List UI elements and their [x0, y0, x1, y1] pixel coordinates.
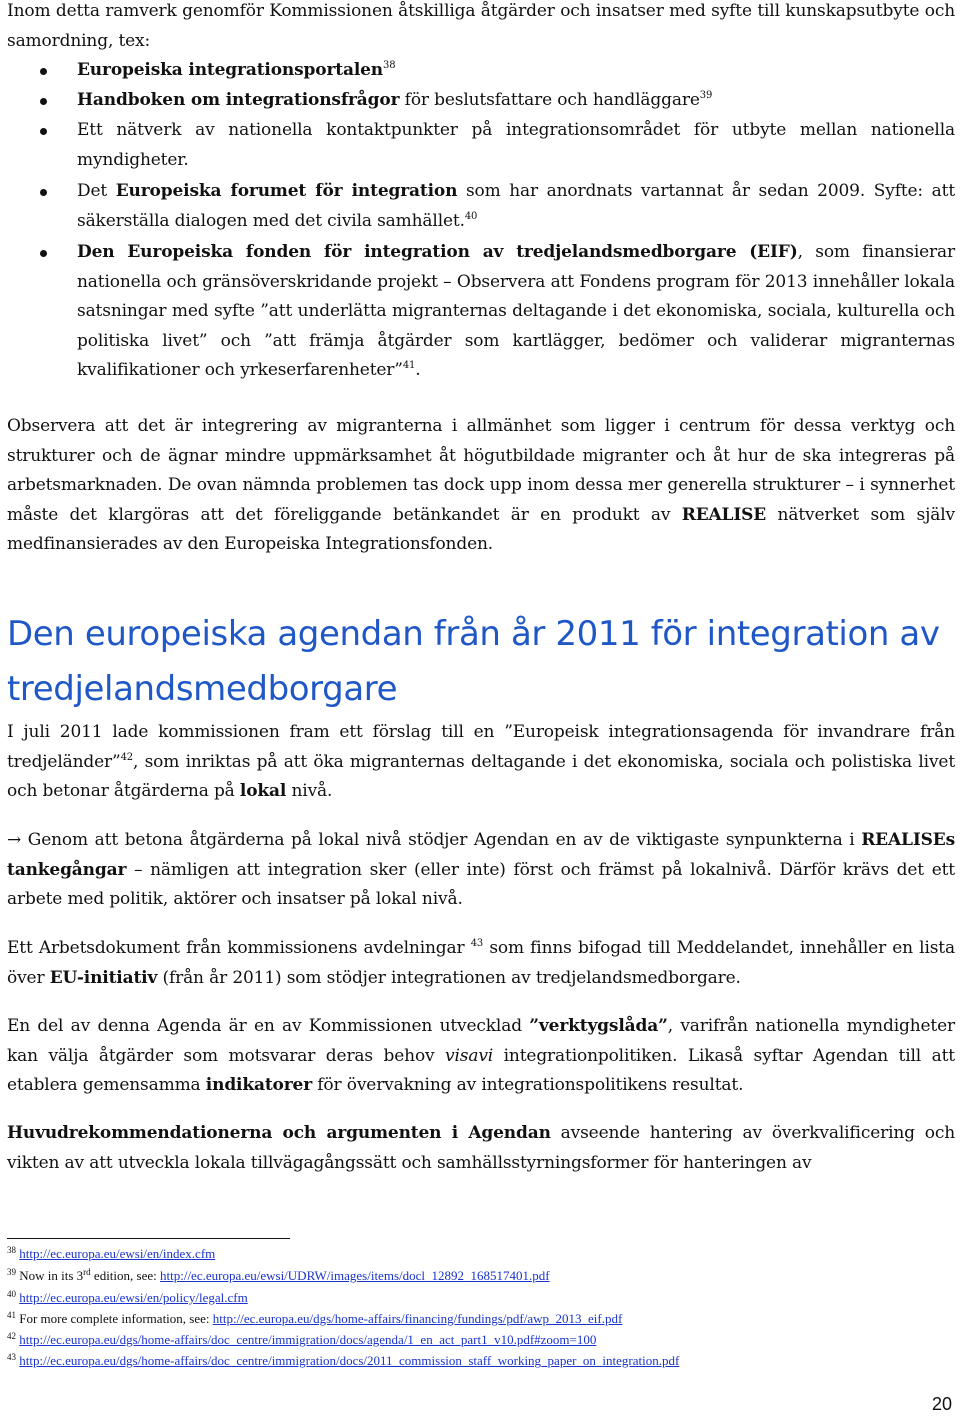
paragraph-observera: Observera att det är integrering av migranterna i allmänhet som ligger i centrum för dessa verktyg och strukturer och de ägnar mindre uppmärksamhet åt högutbildade migranter och åt hur de ska integreras på arbetsmarknaden. De ovan nämnda problemen tas dock upp inom dessa mer generella strukturer – i synnerhet måste det klargöras att det föreliggande betänkandet är en produkt av REALISE nätverket som själv medfinansierades av den Europeiska Integrationsfonden.	[7, 416, 955, 554]
footnote-39: $^{39}$ Now in its 3rd edition, see: http://ec.europa.eu/ewsi/UDRW/images/items/docl_12892_168517401.pdf	[7, 1267, 550, 1283]
footnote-38: $^{38}$ http://ec.europa.eu/ewsi/en/index.cfm	[7, 1245, 216, 1261]
intro-paragraph: Inom detta ramverk genomför Kommissionen åtskilliga åtgärder och insatser med syfte till kunskapsutbyte och samordning, tex:	[7, 1, 955, 51]
arrow-icon: →	[7, 830, 22, 850]
paragraph-huvudrekommendationer: Huvudrekommendationerna och argumenten i Agendan avseende hantering av överkvalificering och vikten av att utveckla lokala tillvägagångssätt och samhällsstyrningsformer för hanteringen av	[7, 1123, 955, 1173]
bullet-icon	[40, 68, 47, 75]
paragraph-genom: → Genom att betona åtgärderna på lokal nivå stödjer Agendan en av de viktigaste synpunkterna i REALISEs tankegångar – nämligen att integration sker (eller inte) först och främst på lokalnivå. Därför krävs det ett arbete med politik, aktörer och insatser på lokal nivå.	[7, 830, 955, 909]
bullet-icon	[40, 250, 47, 257]
footnote-link[interactable]: http://ec.europa.eu/ewsi/en/index.cfm	[19, 1246, 216, 1261]
paragraph-juli-2011: I juli 2011 lade kommissionen fram ett förslag till en ”Europeisk integrationsagenda för invandrare från tredjeländer”$^{42}$, som inriktas på att öka migranternas deltagande i det ekonomiska, sociala och polistiska livet och betonar åtgärderna på lokal nivå.	[7, 722, 955, 801]
footnote-41: $^{41}$ For more complete information, see: http://ec.europa.eu/dgs/home-affairs/financing/fundings/pdf/awp_2013_eif.pdf	[7, 1310, 623, 1326]
footnote-link[interactable]: http://ec.europa.eu/dgs/home-affairs/doc_centre/immigration/docs/agenda/1_en_act_part1_v10.pdf#zoom=100	[19, 1332, 597, 1347]
bullet-item: Den Europeiska fonden för integration av tredjelandsmedborgare (EIF), som finansierar nationella och gränsöverskridande projekt – Observera att Fondens program för 2013 innehåller lokala satsningar med syfte ”att underlätta migranternas deltagande i det ekonomiska, sociala, kulturella och politiska livet” och ”att främja åtgärder som kartlägger, bedömer och validerar migranternas kvalifikationer och yrkeserfarenheter”$^{41}$.	[40, 238, 955, 386]
bullet-item: Europeiska integrationsportalen$^{38}$	[40, 56, 955, 86]
footnote-divider	[7, 1238, 290, 1239]
bullet-icon	[40, 189, 47, 196]
bullet-item: Ett nätverk av nationella kontaktpunkter på integrationsområdet för utbyte mellan nationella myndigheter.	[40, 116, 955, 175]
paragraph-arbetsdokument: Ett Arbetsdokument från kommissionens avdelningar $^{43}$ som finns bifogad till Meddelandet, innehåller en lista över EU-initiativ (från år 2011) som stödjer integrationen av tredjelandsmedborgare.	[7, 938, 955, 988]
bullet-icon	[40, 98, 47, 105]
footnote-40: $^{40}$ http://ec.europa.eu/ewsi/en/policy/legal.cfm	[7, 1289, 248, 1305]
footnote-link[interactable]: http://ec.europa.eu/dgs/home-affairs/doc_centre/immigration/docs/2011_commission_staff_working_paper_on_integration.pdf	[19, 1353, 680, 1368]
footnote-link[interactable]: http://ec.europa.eu/ewsi/UDRW/images/items/docl_12892_168517401.pdf	[160, 1268, 550, 1283]
section-heading: Den europeiska agendan från år 2011 för integration av tredjelandsmedborgare	[7, 614, 940, 709]
bullet-icon	[40, 128, 47, 135]
footnote-link[interactable]: http://ec.europa.eu/dgs/home-affairs/financing/fundings/pdf/awp_2013_eif.pdf	[212, 1311, 623, 1326]
paragraph-verktygslada: En del av denna Agenda är en av Kommissionen utvecklad ”verktygslåda”, varifrån nationella myndigheter kan välja åtgärder som motsvarar deras behov visavi integrationpolitiken. Likaså syftar Agendan till att etablera gemensamma indikatorer för övervakning av integrationspolitikens resultat.	[7, 1016, 955, 1095]
page-number: 20	[931, 1394, 952, 1414]
footnote-43: $^{43}$ http://ec.europa.eu/dgs/home-affairs/doc_centre/immigration/docs/2011_commission_staff_working_paper_on_integration.pdf	[7, 1352, 680, 1368]
bullet-item: Det Europeiska forumet för integration som har anordnats vartannat år sedan 2009. Syfte: att säkerställa dialogen med det civila samhället.$^{40}$	[40, 177, 955, 236]
footnote-42: $^{42}$ http://ec.europa.eu/dgs/home-affairs/doc_centre/immigration/docs/agenda/1_en_act_part1_v10.pdf#zoom=100	[7, 1331, 597, 1347]
footnote-link[interactable]: http://ec.europa.eu/ewsi/en/policy/legal.cfm	[19, 1290, 248, 1305]
bullet-item: Handboken om integrationsfrågor för beslutsfattare och handläggare$^{39}$	[40, 86, 955, 116]
